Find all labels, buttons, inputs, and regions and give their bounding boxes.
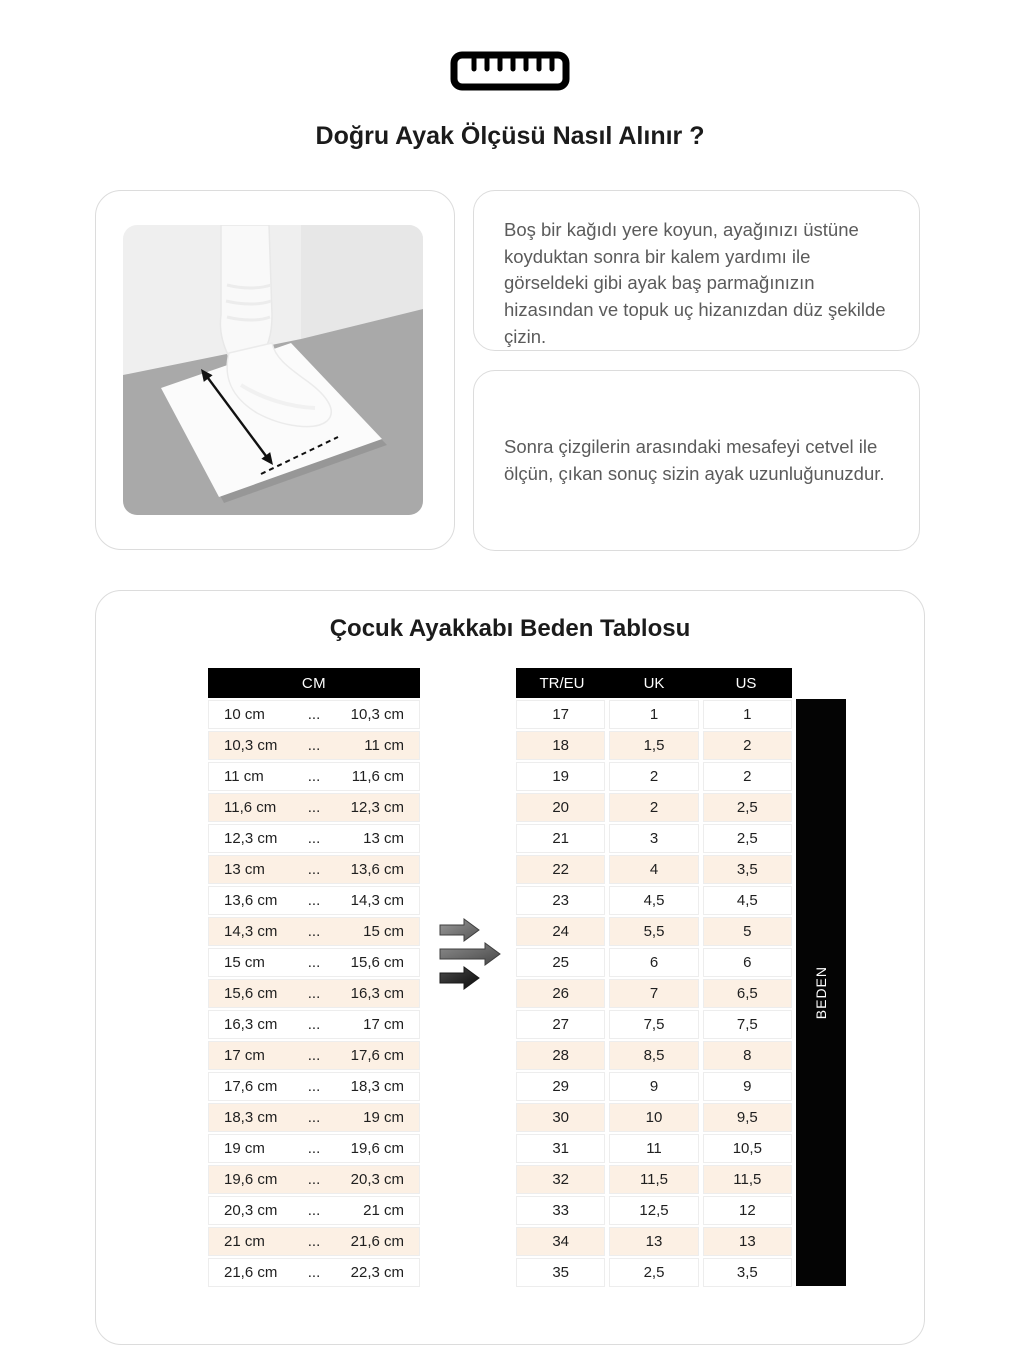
header-uk: UK xyxy=(643,674,665,692)
cm-table-row: 21,6 cm ... 22,3 cm xyxy=(208,1258,420,1287)
header-tr-eu: TR/EU xyxy=(539,674,585,692)
cm-table-row: 19,6 cm ... 20,3 cm xyxy=(208,1165,420,1194)
cm-table-row: 21 cm ... 21,6 cm xyxy=(208,1227,420,1256)
size-cell: 29 xyxy=(516,1072,605,1101)
cm-table-row: 19 cm ... 19,6 cm xyxy=(208,1134,420,1163)
foot-measure-photo xyxy=(123,225,423,515)
size-cell: 13 xyxy=(609,1227,698,1256)
size-cell: 12 xyxy=(703,1196,792,1225)
size-cell: 2 xyxy=(609,793,698,822)
size-cell: 3,5 xyxy=(703,1258,792,1287)
measure-photo-card xyxy=(95,190,455,550)
size-cell: 30 xyxy=(516,1103,605,1132)
size-cell: 10 xyxy=(609,1103,698,1132)
size-cell: 4,5 xyxy=(703,886,792,915)
size-cell: 11,5 xyxy=(609,1165,698,1194)
size-cell: 18 xyxy=(516,731,605,760)
instruction-step2-box xyxy=(473,370,920,551)
size-cell: 7,5 xyxy=(703,1010,792,1039)
instruction-step2-text: Sonra çizgilerin arasındaki mesafeyi cetvel ile ölçün, çıkan sonuç sizin ayak uzunluğunuzdur. xyxy=(504,435,885,484)
size-cell: 34 xyxy=(516,1227,605,1256)
cm-table-row: 11 cm ... 11,6 cm xyxy=(208,762,420,791)
size-cell: 20 xyxy=(516,793,605,822)
size-cell: 13 xyxy=(703,1227,792,1256)
size-cell: 27 xyxy=(516,1010,605,1039)
cm-table-row: 13 cm ... 13,6 cm xyxy=(208,855,420,884)
size-cell: 1 xyxy=(609,700,698,729)
size-cell: 35 xyxy=(516,1258,605,1287)
size-cell: 8 xyxy=(703,1041,792,1070)
size-cell: 33 xyxy=(516,1196,605,1225)
size-table-header xyxy=(516,668,792,698)
cm-table-row: 17 cm ... 17,6 cm xyxy=(208,1041,420,1070)
cm-table-row: 17,6 cm ... 18,3 cm xyxy=(208,1072,420,1101)
cm-table xyxy=(208,668,420,1289)
size-cell: 10,5 xyxy=(703,1134,792,1163)
size-cell: 1 xyxy=(703,700,792,729)
size-cell: 2 xyxy=(703,731,792,760)
cm-table-row: 20,3 cm ... 21 cm xyxy=(208,1196,420,1225)
header-us: US xyxy=(735,674,757,692)
cm-table-row: 11,6 cm ... 12,3 cm xyxy=(208,793,420,822)
cm-table-row: 13,6 cm ... 14,3 cm xyxy=(208,886,420,915)
size-cell: 3,5 xyxy=(703,855,792,884)
size-cell: 2 xyxy=(609,762,698,791)
size-cell: 25 xyxy=(516,948,605,977)
size-cell: 1,5 xyxy=(609,731,698,760)
size-cell: 26 xyxy=(516,979,605,1008)
size-cell: 22 xyxy=(516,855,605,884)
cm-table-row: 14,3 cm ... 15 cm xyxy=(208,917,420,946)
size-cell: 7 xyxy=(609,979,698,1008)
size-cell: 6 xyxy=(609,948,698,977)
size-cell: 5,5 xyxy=(609,917,698,946)
size-cell: 19 xyxy=(516,762,605,791)
cm-table-row: 16,3 cm ... 17 cm xyxy=(208,1010,420,1039)
size-cell: 31 xyxy=(516,1134,605,1163)
size-cell: 4 xyxy=(609,855,698,884)
size-cell: 17 xyxy=(516,700,605,729)
cm-table-row: 18,3 cm ... 19 cm xyxy=(208,1103,420,1132)
cm-table-row: 15 cm ... 15,6 cm xyxy=(208,948,420,977)
size-conversion-table xyxy=(516,668,792,1287)
size-cell: 6 xyxy=(703,948,792,977)
size-cell: 5 xyxy=(703,917,792,946)
size-cell: 24 xyxy=(516,917,605,946)
size-cell: 12,5 xyxy=(609,1196,698,1225)
cm-table-header: CM xyxy=(208,668,420,698)
instruction-step1-box xyxy=(473,190,920,351)
size-cell: 4,5 xyxy=(609,886,698,915)
ruler-icon xyxy=(0,50,1020,97)
size-cell: 9 xyxy=(609,1072,698,1101)
beden-label: BEDEN xyxy=(813,965,829,1020)
size-cell: 11,5 xyxy=(703,1165,792,1194)
size-table-title: Çocuk Ayakkabı Beden Tablosu xyxy=(329,615,691,642)
page-title: Doğru Ayak Ölçüsü Nasıl Alınır ? xyxy=(315,122,705,150)
size-cell: 28 xyxy=(516,1041,605,1070)
beden-side-bar xyxy=(796,699,846,1286)
cm-table-row: 10,3 cm ... 11 cm xyxy=(208,731,420,760)
cm-table-row: 10 cm ... 10,3 cm xyxy=(208,700,420,729)
size-cell: 2,5 xyxy=(703,824,792,853)
size-cell: 23 xyxy=(516,886,605,915)
size-cell: 32 xyxy=(516,1165,605,1194)
arrows-icon xyxy=(434,914,506,999)
size-cell: 21 xyxy=(516,824,605,853)
size-cell: 2,5 xyxy=(703,793,792,822)
size-cell: 9,5 xyxy=(703,1103,792,1132)
size-cell: 3 xyxy=(609,824,698,853)
cm-table-row: 12,3 cm ... 13 cm xyxy=(208,824,420,853)
size-cell: 9 xyxy=(703,1072,792,1101)
cm-table-body xyxy=(208,700,420,1287)
size-cell: 2,5 xyxy=(609,1258,698,1287)
size-cell: 7,5 xyxy=(609,1010,698,1039)
size-cell: 11 xyxy=(609,1134,698,1163)
size-cell: 6,5 xyxy=(703,979,792,1008)
size-table-body xyxy=(516,700,792,1287)
cm-table-row: 15,6 cm ... 16,3 cm xyxy=(208,979,420,1008)
size-table-card xyxy=(95,590,925,1345)
size-cell: 8,5 xyxy=(609,1041,698,1070)
instruction-step1-text: Boş bir kağıdı yere koyun, ayağınızı üstüne koyduktan sonra bir kalem yardımı ile görseldeki gibi ayak baş parmağınızın hizasından ve topuk uç hizanızdan düz şekilde çizin. xyxy=(504,219,886,347)
size-cell: 2 xyxy=(703,762,792,791)
